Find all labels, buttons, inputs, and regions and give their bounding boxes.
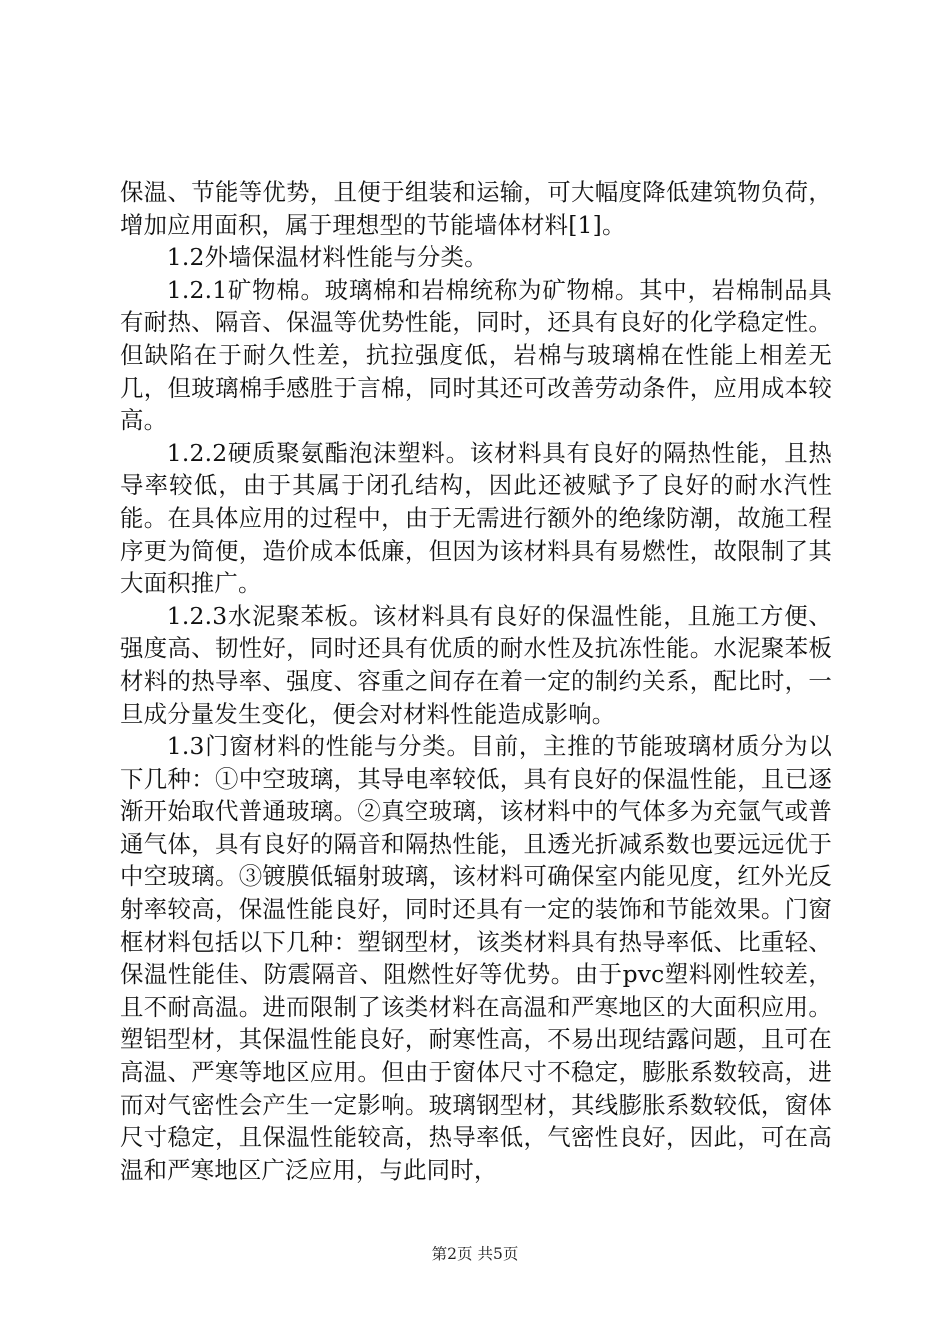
page-number-footer: 第2页 共5页: [431, 1245, 519, 1263]
paragraph-door-window-materials: 1.3门窗材料的性能与分类。目前，主推的节能玻璃材质分为以下几种：①中空玻璃，其导电率较低，具有良好的保温性能，且已逐渐开始取代普通玻璃。②真空玻璃，该材料中的气体多为充氩气或普通气体，具有良好的隔音和隔热性能，且透光折减系数也要远远优于中空玻璃。③镀膜低辐射玻璃，该材料可确保室内能见度，红外光反射率较高，保温性能良好，同时还具有一定的装饰和节能效果。门窗框材料包括以下几种：塑钢型材，该类材料具有热导率低、比重轻、保温性能佳、防震隔音、阻燃性好等优势。由于pvc塑料刚性较差，且不耐高温。进而限制了该类材料在高温和严寒地区的大面积应用。塑铝型材，其保温性能良好，耐寒性高，不易出现结露问题，且可在高温、严寒等地区应用。但由于窗体尺寸不稳定，膨胀系数较高，进而对气密性会产生一定影响。玻璃钢型材，其线膨胀系数较低，窗体尺寸稳定，且保温性能较高，热导率低，气密性良好，因此，可在高温和严寒地区广泛应用，与此同时，: [120, 732, 832, 1184]
paragraph-cement-polystyrene: 1.2.3水泥聚苯板。该材料具有良好的保温性能，且施工方便、强度高、韧性好，同时还具有优质的耐水性及抗冻性能。水泥聚苯板材料的热导率、强度、容重之间存在着一定的制约关系，配比时，一旦成分量发生变化，便会对材料性能造成影响。: [120, 601, 832, 728]
section-heading-1-2: 1.2外墙保温材料性能与分类。: [166, 243, 488, 272]
paragraph-polyurethane-foam: 1.2.2硬质聚氨酯泡沫塑料。该材料具有良好的隔热性能，且热导率较低，由于其属于闭孔结构，因此还被赋予了良好的耐水汽性能。在具体应用的过程中，由于无需进行额外的绝缘防潮，故施工程序更为简便，造价成本低廉，但因为该材料具有易燃性，故限制了其大面积推广。: [120, 438, 832, 598]
document-body: [120, 176, 832, 1186]
paragraph-mineral-wool: 1.2.1矿物棉。玻璃棉和岩棉统称为矿物棉。其中，岩棉制品具有耐热、隔音、保温等优势性能，同时，还具有良好的化学稳定性。但缺陷在于耐久性差，抗拉强度低，岩棉与玻璃棉在性能上相差无几，但玻璃棉手感胜于言棉，同时其还可改善劳动条件，应用成本较高。: [120, 275, 832, 435]
paragraph-continued: 保温、节能等优势，且便于组装和运输，可大幅度降低建筑物负荷，增加应用面积，属于理想型的节能墙体材料[1]。: [120, 178, 832, 239]
